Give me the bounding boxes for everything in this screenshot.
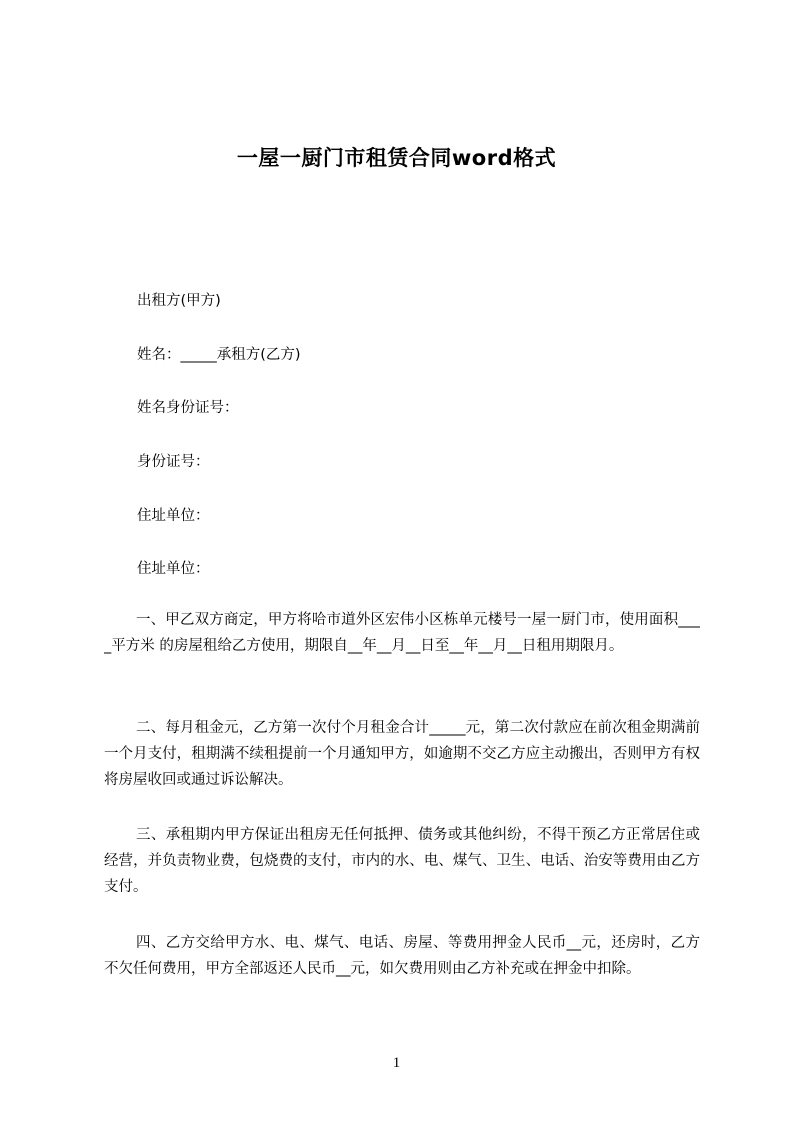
document-title: 一屋一厨门市租赁合同word格式	[236, 146, 557, 170]
clause-4: 四、乙方交给甲方水、电、煤气、电话、房屋、等费用押金人民币__元，还房时，乙方不欠任何费用，甲方全部返还人民币__元，如欠费用则由乙方补充或在押金中扣除。	[104, 935, 700, 977]
clause-2: 二、每月租金元，乙方第一次付个月租金合计_____元，第二次付款应在前次租金期满前一个月支付，租期满不续租提前一个月通知甲方，如逾期不交乙方应主动搬出，否则甲方有权将房屋收回或通过诉讼解决。	[104, 720, 700, 788]
clause-3: 三、承租期内甲方保证出租房无任何抵押、债务或其他纠纷，不得干预乙方正常居住或经营，并负责物业费，包烧费的支付，市内的水、电、煤气、卫生、电话、治安等费用由乙方支付。	[104, 827, 700, 895]
page-number: 1	[392, 1055, 401, 1071]
lessor-label: 出租方(甲方)	[137, 293, 221, 309]
name-id-number-field: 姓名身份证号：	[137, 400, 239, 416]
address-unit-field-2: 住址单位：	[137, 561, 210, 577]
lessor-name-lessee-label: 姓名：_____承租方(乙方)	[137, 347, 301, 363]
id-number-field: 身份证号：	[137, 454, 210, 470]
address-unit-field: 住址单位：	[137, 508, 210, 524]
clause-1: 一、甲乙双方商定，甲方将哈市道外区宏伟小区栋单元楼号一屋一厨门市，使用面积____平方米 的房屋租给乙方使用，期限自__年__月__日至__年__月__日租用期限月。	[104, 612, 700, 654]
